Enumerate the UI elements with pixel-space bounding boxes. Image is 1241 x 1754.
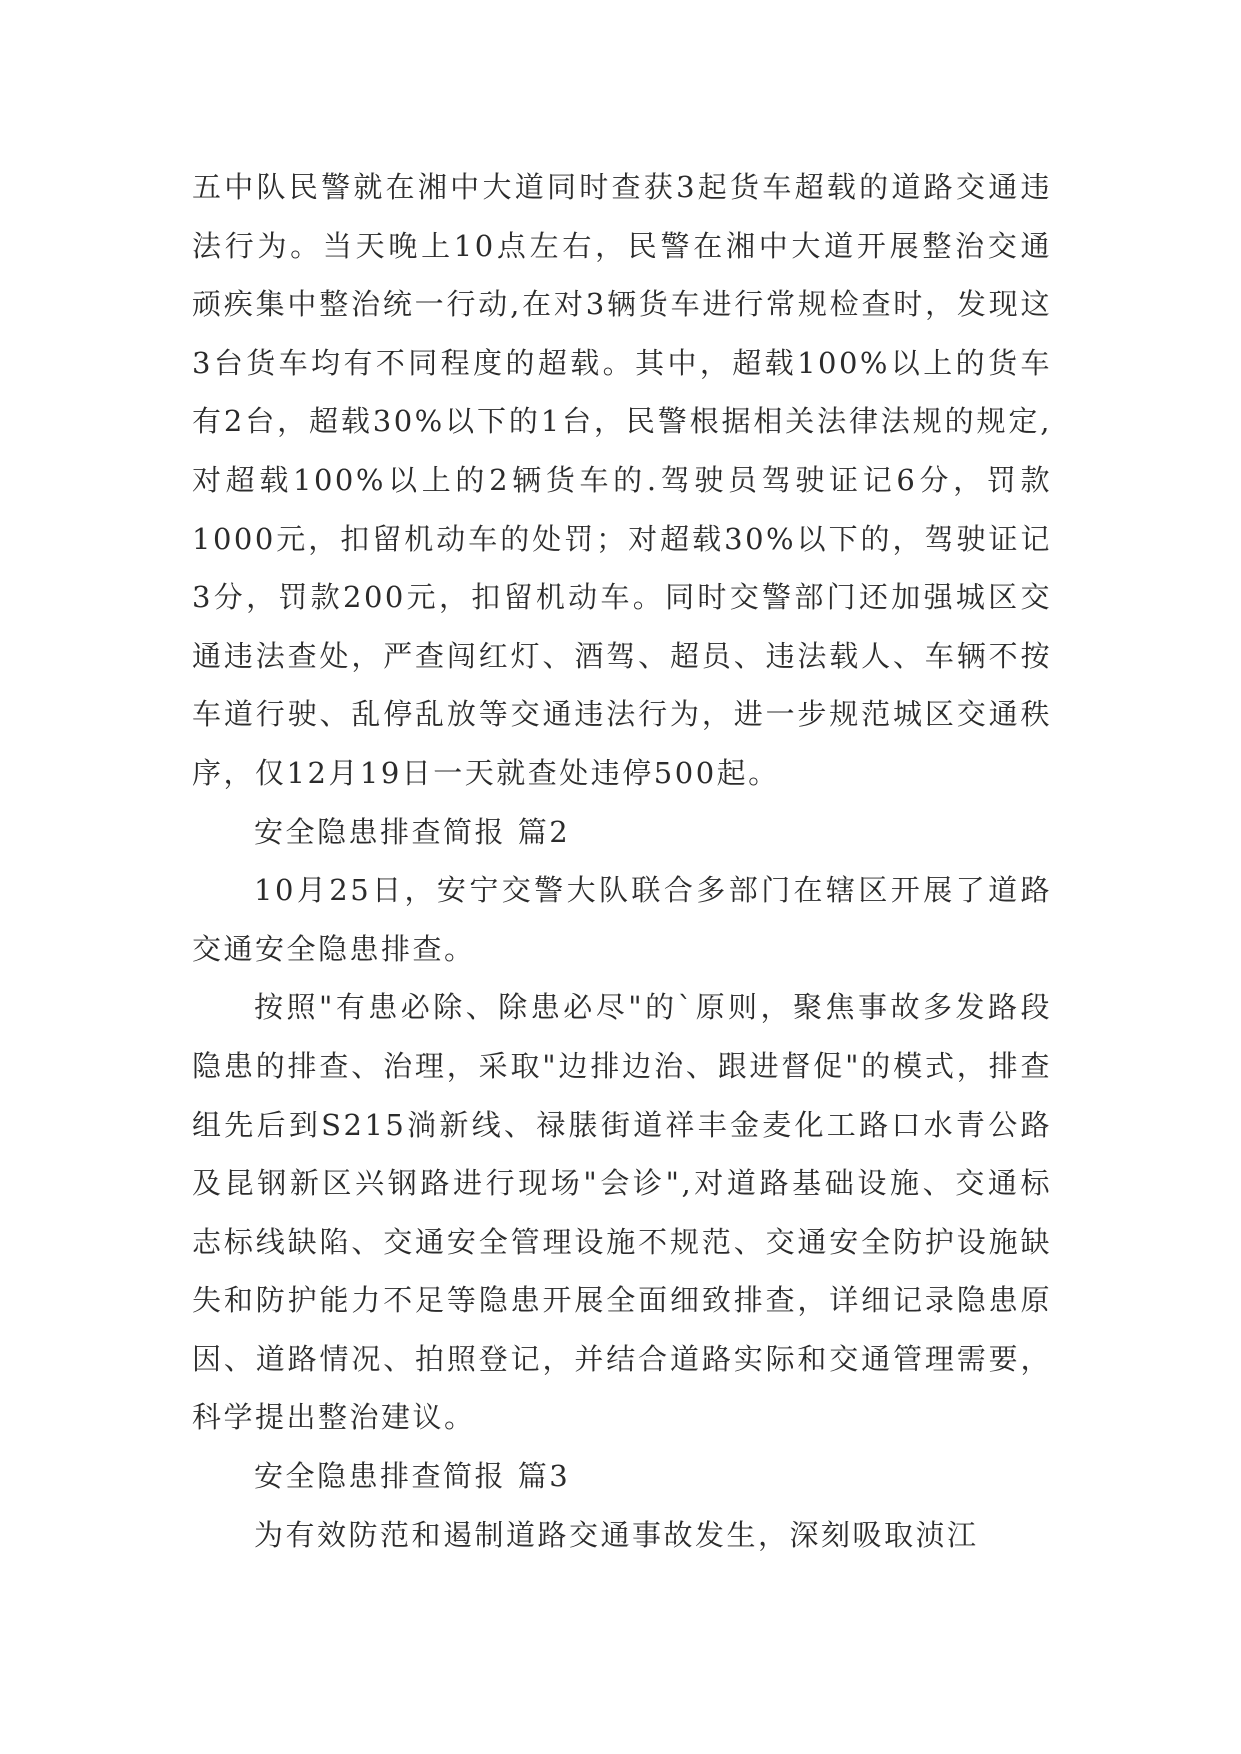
body-paragraph: 为有效防范和遏制道路交通事故发生，深刻吸取浈江 (254, 1517, 979, 1552)
body-paragraph: 10月25日，安宁交警大队联合多部门在辖区开展了道路交通安全隐患排查。 (192, 873, 1052, 966)
section-heading-3: 安全隐患排查简报 篇3 (254, 1459, 571, 1494)
body-paragraph: 按照"有患必除、除患必尽"的`原则，聚焦事故多发路段隐患的排查、治理，采取"边排边治、跟进督促"的模式，排查组先后到S215淌新线、禄脿街道祥丰金麦化工路口水青公路及昆钢新区兴钢路进行现场"会诊",对道路基础设施、交通标志标线缺陷、交通安全管理设施不规范、交通安全防护设施缺失和防护能力不足等隐患开展全面细致排查，详细记录隐患原因、道路情况、拍照登记，并结合道路实际和交通管理需要，科学提出整治建议。 (192, 990, 1052, 1435)
document-body (192, 158, 1052, 1564)
section-heading-2: 安全隐患排查简报 篇2 (254, 814, 571, 849)
body-paragraph-continued: 五中队民警就在湘中大道同时查获3起货车超载的道路交通违法行为。当天晚上10点左右，民警在湘中大道开展整治交通顽疾集中整治统一行动,在对3辆货车进行常规检查时，发现这3台货车均有不同程度的超载。其中，超载100%以上的货车有2台，超载30%以下的1台，民警根据相关法律法规的规定,对超载100%以上的2辆货车的.驾驶员驾驶证记6分，罚款1000元，扣留机动车的处罚；对超载30%以下的，驾驶证记3分，罚款200元，扣留机动车。同时交警部门还加强城区交通违法查处，严查闯红灯、酒驾、超员、违法载人、车辆不按车道行驶、乱停乱放等交通违法行为，进一步规范城区交通秩序，仅12月19日一天就查处违停500起。 (192, 170, 1052, 790)
